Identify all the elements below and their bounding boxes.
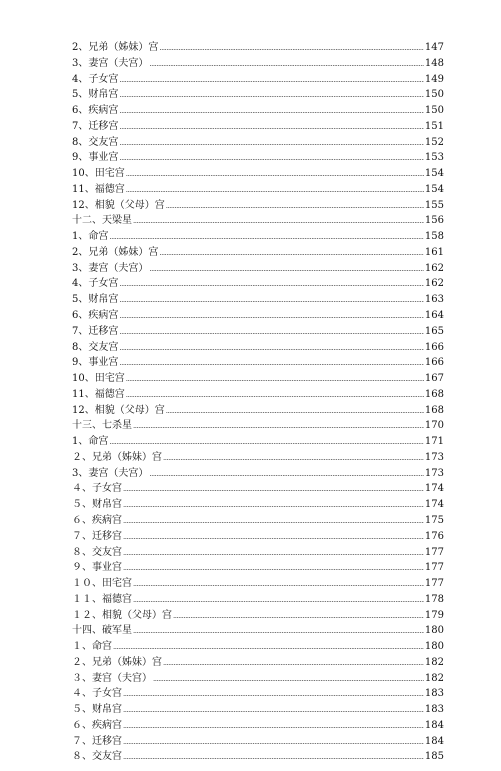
toc-entry-label: 12、相貌（父母）宫 xyxy=(72,404,165,416)
toc-entry-label: 3、妻宫（夫宫） xyxy=(72,57,149,69)
toc-entry-label: 12、相貌（父母）宫 xyxy=(72,199,165,211)
toc-entry[interactable] xyxy=(72,718,444,734)
dot-leader xyxy=(123,482,424,498)
toc-entry[interactable] xyxy=(72,608,444,624)
toc-entry[interactable] xyxy=(72,355,444,371)
toc-entry-label: ４、子女宫 xyxy=(72,483,122,495)
toc-entry-page-number: 179 xyxy=(424,609,444,621)
toc-entry-label: ８、交友宫 xyxy=(72,546,122,558)
toc-entry[interactable] xyxy=(72,340,444,356)
toc-entry-page-number: 165 xyxy=(424,325,444,337)
toc-entry-label: 3、妻宫（夫宫） xyxy=(72,262,149,274)
dot-leader xyxy=(133,214,424,230)
dot-leader xyxy=(126,183,424,199)
toc-entry-page-number: 168 xyxy=(424,388,444,400)
toc-entry[interactable] xyxy=(72,324,444,340)
toc-entry[interactable] xyxy=(72,529,444,545)
toc-entry[interactable] xyxy=(72,182,444,198)
toc-entry-label: 7、迁移宫 xyxy=(72,325,119,337)
toc-entry[interactable] xyxy=(72,671,444,687)
dot-leader xyxy=(109,230,424,246)
toc-entry[interactable] xyxy=(72,749,444,765)
toc-entry-page-number: 167 xyxy=(424,373,444,385)
toc-entry-page-number: 158 xyxy=(424,231,444,243)
toc-entry-label: 6、疾病宫 xyxy=(72,105,119,117)
toc-entry-page-number: 174 xyxy=(424,499,444,511)
dot-leader xyxy=(159,246,424,262)
toc-entry-page-number: 154 xyxy=(424,183,444,195)
toc-entry[interactable] xyxy=(72,513,444,529)
toc-entry-page-number: 166 xyxy=(424,357,444,369)
toc-entry-page-number: 184 xyxy=(424,719,444,731)
toc-entry-page-number: 164 xyxy=(424,310,444,322)
toc-entry-page-number: 156 xyxy=(424,215,444,227)
dot-leader xyxy=(123,514,424,530)
dot-leader xyxy=(126,167,424,183)
toc-entry[interactable] xyxy=(72,639,444,655)
toc-entry-page-number: 173 xyxy=(424,467,444,479)
toc-entry-page-number: 147 xyxy=(424,42,444,53)
dot-leader xyxy=(123,719,424,735)
toc-entry-label: ５、财帛宫 xyxy=(72,704,122,716)
dot-leader xyxy=(126,372,424,388)
toc-entry-label: 9、事业宫 xyxy=(72,152,119,164)
toc-entry-page-number: 183 xyxy=(424,688,444,700)
toc-entry-page-number: 182 xyxy=(424,672,444,684)
toc-entry[interactable] xyxy=(72,87,444,103)
toc-entry-label: １１、福德宫 xyxy=(72,593,132,605)
dot-leader xyxy=(119,88,424,104)
toc-entry-label: 5、财帛宫 xyxy=(72,294,119,306)
toc-entry-label: 11、福德宫 xyxy=(72,183,125,195)
toc-entry-label: 9、事业宫 xyxy=(72,357,119,369)
dot-leader xyxy=(119,151,424,167)
dot-leader xyxy=(109,435,424,451)
dot-leader xyxy=(173,609,424,625)
toc-entry-label: ２、兄弟（姊妹）宫 xyxy=(72,656,162,668)
toc-entry-page-number: 175 xyxy=(424,514,444,526)
toc-entry-page-number: 155 xyxy=(424,199,444,211)
dot-leader xyxy=(149,57,424,73)
toc-entry-label: 8、交友宫 xyxy=(72,136,119,148)
dot-leader xyxy=(153,672,424,688)
toc-entry-page-number: 152 xyxy=(424,136,444,148)
toc-entry-label: ３、妻宫（夫宫） xyxy=(72,672,152,684)
dot-leader xyxy=(119,104,424,120)
toc-entry-page-number: 174 xyxy=(424,483,444,495)
dot-leader xyxy=(119,73,424,89)
dot-leader xyxy=(133,624,424,640)
toc-entry-label: 11、福德宫 xyxy=(72,388,125,400)
toc-entry-page-number: 148 xyxy=(424,57,444,69)
toc-entry[interactable] xyxy=(72,466,444,482)
toc-entry[interactable] xyxy=(72,213,444,229)
toc-entry[interactable] xyxy=(72,387,444,403)
toc-entry[interactable] xyxy=(72,150,444,166)
dot-leader xyxy=(119,120,424,136)
toc-entry-page-number: 185 xyxy=(424,751,444,763)
dot-leader xyxy=(166,199,424,215)
toc-entry[interactable] xyxy=(72,229,444,245)
toc-entry-label: 4、子女宫 xyxy=(72,73,119,85)
toc-entry-label: ５、财帛宫 xyxy=(72,499,122,511)
toc-entry[interactable] xyxy=(72,308,444,324)
dot-leader xyxy=(119,325,424,341)
toc-entry[interactable] xyxy=(72,497,444,513)
toc-entry-page-number: 180 xyxy=(424,625,444,637)
toc-entry[interactable] xyxy=(72,40,444,56)
toc-entry-page-number: 177 xyxy=(424,562,444,574)
toc-entry-label: 1、命宫 xyxy=(72,436,109,448)
toc-entry-label: ７、迁移宫 xyxy=(72,530,122,542)
dot-leader xyxy=(119,356,424,372)
toc-entry-label: １０、田宅宫 xyxy=(72,578,132,590)
dot-leader xyxy=(149,467,424,483)
dot-leader xyxy=(159,41,424,57)
toc-entry-label: １２、相貌（父母）宫 xyxy=(72,609,172,621)
toc-entry-page-number: 183 xyxy=(424,704,444,716)
toc-entry[interactable] xyxy=(72,135,444,151)
toc-entry-page-number: 177 xyxy=(424,546,444,558)
toc-entry[interactable] xyxy=(72,592,444,608)
toc-entry-page-number: 170 xyxy=(424,420,444,432)
toc-entry-label: 6、疾病宫 xyxy=(72,310,119,322)
dot-leader xyxy=(123,687,424,703)
toc-entry-page-number: 154 xyxy=(424,168,444,180)
toc-entry-page-number: 161 xyxy=(424,246,444,258)
toc-entry-page-number: 162 xyxy=(424,262,444,274)
toc-entry[interactable] xyxy=(72,245,444,261)
toc-entry-label: 十二、天梁星 xyxy=(72,215,132,227)
toc-entry[interactable] xyxy=(72,276,444,292)
toc-entry[interactable] xyxy=(72,702,444,718)
toc-entry-page-number: 166 xyxy=(424,341,444,353)
toc-entry-label: 10、田宅宫 xyxy=(72,373,125,385)
dot-leader xyxy=(123,498,424,514)
toc-entry-label: ６、疾病宫 xyxy=(72,514,122,526)
toc-entry[interactable] xyxy=(72,119,444,135)
toc-entry[interactable] xyxy=(72,576,444,592)
toc-entry[interactable] xyxy=(72,418,444,434)
dot-leader xyxy=(133,419,424,435)
toc-entry-label: ９、事业宫 xyxy=(72,562,122,574)
toc-entry[interactable] xyxy=(72,371,444,387)
toc-entry-label: 4、子女宫 xyxy=(72,278,119,290)
toc-entry-label: 10、田宅宫 xyxy=(72,168,125,180)
dot-leader xyxy=(123,750,424,766)
dot-leader xyxy=(123,546,424,562)
toc-entry-page-number: 153 xyxy=(424,152,444,164)
toc-entry[interactable] xyxy=(72,560,444,576)
toc-entry-label: 2、兄弟（姊妹）宫 xyxy=(72,42,159,53)
toc-entry-label: 1、命宫 xyxy=(72,231,109,243)
toc-entry-page-number: 177 xyxy=(424,578,444,590)
toc-entry[interactable] xyxy=(72,481,444,497)
toc-entry-page-number: 150 xyxy=(424,105,444,117)
dot-leader xyxy=(149,262,424,278)
dot-leader xyxy=(163,656,424,672)
toc-entry-label: 7、迁移宫 xyxy=(72,120,119,132)
toc-entry[interactable] xyxy=(72,623,444,639)
toc-entry[interactable] xyxy=(72,734,444,750)
dot-leader xyxy=(163,451,424,467)
dot-leader xyxy=(119,309,424,325)
toc-entry-label: 8、交友宫 xyxy=(72,341,119,353)
dot-leader xyxy=(123,703,424,719)
toc-entry-page-number: 150 xyxy=(424,89,444,101)
dot-leader xyxy=(166,404,424,420)
toc-entry-label: 2、兄弟（姊妹）宫 xyxy=(72,246,159,258)
toc-entry-page-number: 173 xyxy=(424,451,444,463)
toc-entry-page-number: 162 xyxy=(424,278,444,290)
dot-leader xyxy=(123,530,424,546)
toc-entry[interactable] xyxy=(72,198,444,214)
toc-entry-page-number: 180 xyxy=(424,641,444,653)
dot-leader xyxy=(119,277,424,293)
toc-entry[interactable] xyxy=(72,655,444,671)
dot-leader xyxy=(119,293,424,309)
toc-entry-label: 3、妻宫（夫宫） xyxy=(72,467,149,479)
toc-entry[interactable] xyxy=(72,686,444,702)
toc-entry-label: ７、迁移宫 xyxy=(72,735,122,747)
toc-entry[interactable] xyxy=(72,166,444,182)
toc-entry-page-number: 149 xyxy=(424,73,444,85)
toc-entry-label: 5、财帛宫 xyxy=(72,89,119,101)
toc-entry-page-number: 178 xyxy=(424,593,444,605)
dot-leader xyxy=(133,593,424,609)
toc-entry-page-number: 182 xyxy=(424,656,444,668)
dot-leader xyxy=(119,136,424,152)
toc-entry[interactable] xyxy=(72,434,444,450)
dot-leader xyxy=(113,640,424,656)
toc-entry[interactable] xyxy=(72,56,444,72)
toc-entry-label: 十三、七杀星 xyxy=(72,420,132,432)
toc-entry[interactable] xyxy=(72,72,444,88)
toc-entry[interactable] xyxy=(72,545,444,561)
toc-entry-page-number: 168 xyxy=(424,404,444,416)
toc-entry-page-number: 176 xyxy=(424,530,444,542)
toc-entry-label: ６、疾病宫 xyxy=(72,719,122,731)
toc-entry[interactable] xyxy=(72,103,444,119)
table-of-contents xyxy=(72,40,444,765)
dot-leader xyxy=(123,561,424,577)
dot-leader xyxy=(119,341,424,357)
toc-entry-page-number: 163 xyxy=(424,294,444,306)
toc-entry-label: １、命宫 xyxy=(72,641,112,653)
dot-leader xyxy=(126,388,424,404)
toc-entry-label: ４、子女宫 xyxy=(72,688,122,700)
dot-leader xyxy=(123,735,424,751)
toc-entry[interactable] xyxy=(72,450,444,466)
toc-entry[interactable] xyxy=(72,292,444,308)
toc-entry-label: ８、交友宫 xyxy=(72,751,122,763)
toc-entry[interactable] xyxy=(72,403,444,419)
toc-entry-label: 十四、破军星 xyxy=(72,625,132,637)
dot-leader xyxy=(133,577,424,593)
toc-entry-page-number: 171 xyxy=(424,436,444,448)
toc-entry-label: ２、兄弟（姊妹）宫 xyxy=(72,451,162,463)
toc-entry[interactable] xyxy=(72,261,444,277)
toc-entry-page-number: 184 xyxy=(424,735,444,747)
toc-entry-page-number: 151 xyxy=(424,120,444,132)
